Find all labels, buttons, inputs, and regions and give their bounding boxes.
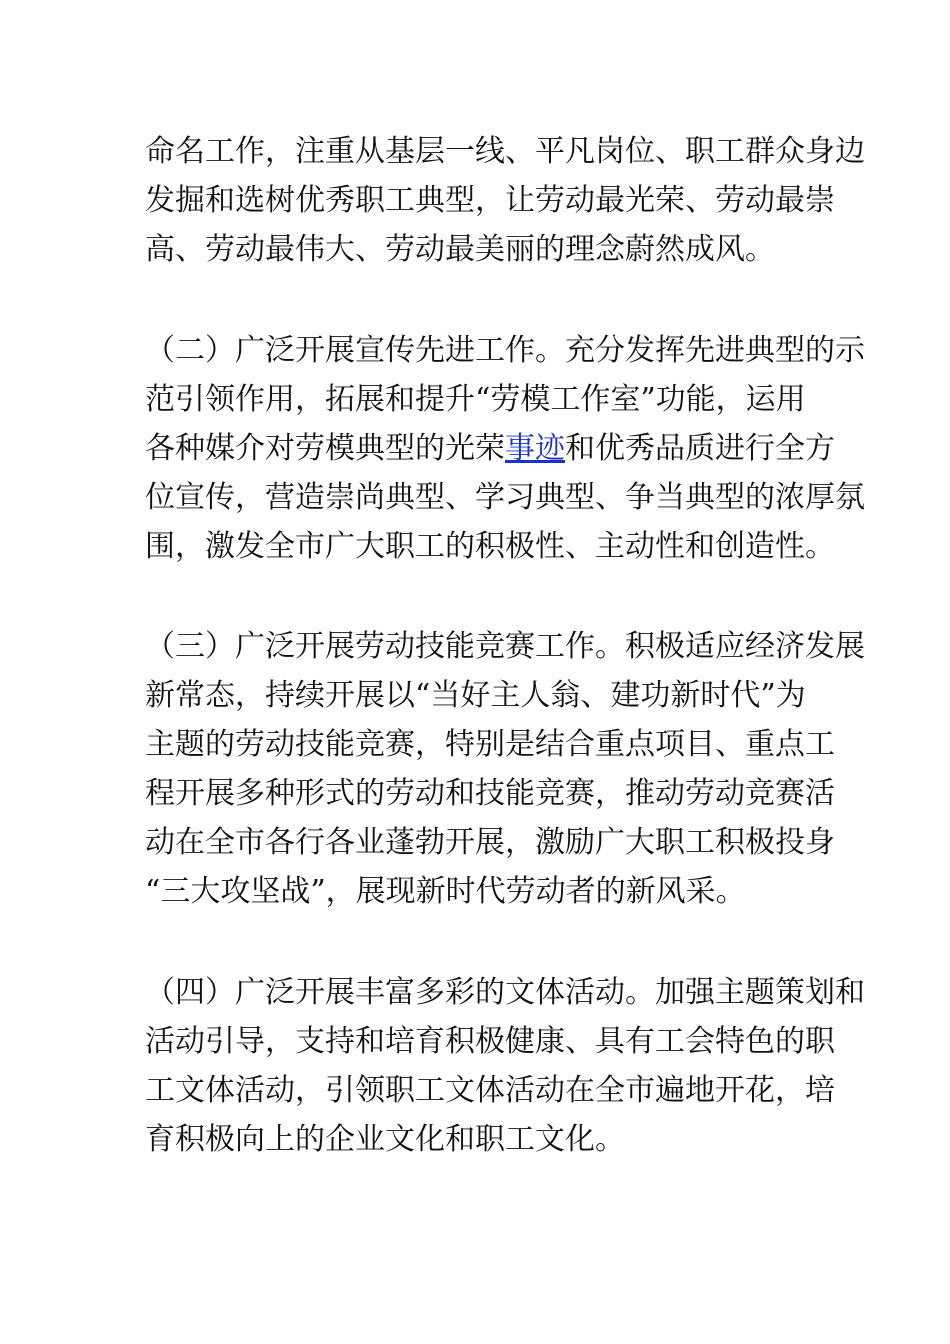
text-segment: 和优秀品质进行全方 [565,431,835,466]
text-line: 发掘和选树优秀职工典型，让劳动最光荣、劳动最崇 [145,183,835,218]
text-line: 围，激发全市广大职工的积极性、主动性和创造性。 [145,529,835,564]
text-line: 活动引导，支持和培育积极健康、具有工会特色的职 [145,1024,835,1059]
text-line: 工文体活动，引领职工文体活动在全市遍地开花，培 [145,1073,835,1108]
text-line: （四）广泛开展丰富多彩的文体活动。加强主题策划和 [145,975,865,1010]
text-line: （三）广泛开展劳动技能竞赛工作。积极适应经济发展 [145,629,865,664]
text-line: “三大攻坚战”，展现新时代劳动者的新风采。 [145,874,746,909]
text-line: （二）广泛开展宣传先进工作。充分发挥先进典型的示 [145,333,865,368]
paragraph-3 [145,622,865,916]
deeds-link[interactable]: 事迹 [505,431,565,466]
paragraph-4 [145,968,865,1164]
text-segment: 各种媒介对劳模典型的光荣 [145,431,505,466]
paragraph-1 [145,127,865,274]
paragraph-2 [145,326,865,571]
text-line-with-link [145,424,835,473]
text-line: 高、劳动最伟大、劳动最美丽的理念蔚然成风。 [145,232,775,267]
text-line: 主题的劳动技能竞赛，特别是结合重点项目、重点工 [145,727,835,762]
text-line: 新常态，持续开展以“当好主人翁、建功新时代”为 [145,678,806,713]
text-line: 位宣传，营造崇尚典型、学习典型、争当典型的浓厚氛 [145,480,865,515]
text-line: 范引领作用，拓展和提升“劳模工作室”功能，运用 [145,382,806,417]
text-line: 程开展多种形式的劳动和技能竞赛，推动劳动竞赛活 [145,776,835,811]
text-line: 育积极向上的企业文化和职工文化。 [145,1122,625,1157]
text-line: 命名工作，注重从基层一线、平凡岗位、职工群众身边 [145,134,865,169]
text-line: 动在全市各行各业蓬勃开展，激励广大职工积极投身 [145,825,835,860]
